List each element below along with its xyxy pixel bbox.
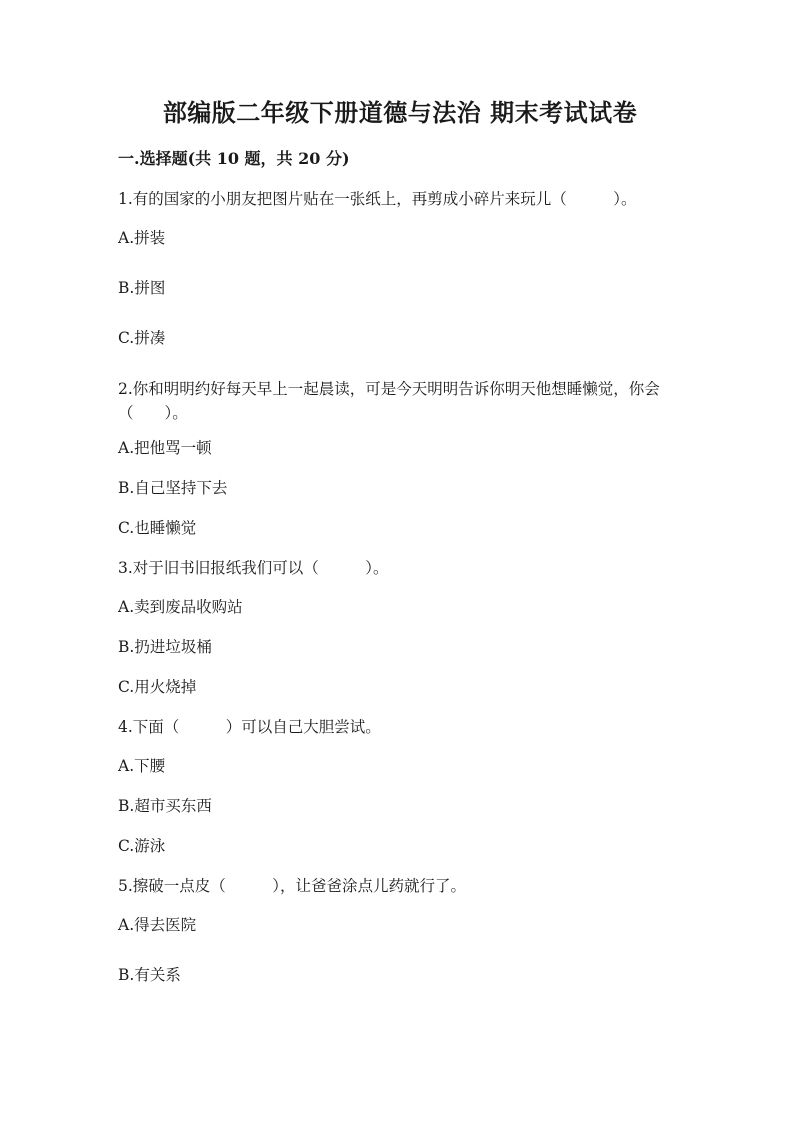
question-1-option-a: A.拼装 bbox=[118, 229, 166, 247]
question-2-option-b: B.自己坚持下去 bbox=[118, 479, 228, 497]
question-2-option-c: C.也睡懒觉 bbox=[118, 519, 197, 537]
exam-title: 部编版二年级下册道德与法治 期末考试试卷 bbox=[162, 98, 638, 127]
question-3-stem: 3.对于旧书旧报纸我们可以（ ）。 bbox=[118, 559, 389, 577]
question-5-option-a: A.得去医院 bbox=[118, 916, 197, 934]
question-4-stem: 4.下面（ ）可以自己大胆尝试。 bbox=[118, 718, 381, 736]
question-2-stem: 2.你和明明约好每天早上一起晨读，可是今天明明告诉你明天他想睡懒觉，你会（ ）。 bbox=[118, 380, 660, 422]
section-heading: 一.选择题(共 10 题，共 20 分) bbox=[118, 149, 350, 168]
question-3-option-a: A.卖到废品收购站 bbox=[118, 598, 243, 616]
question-3-option-c: C.用火烧掉 bbox=[118, 678, 197, 696]
question-3-option-b: B.扔进垃圾桶 bbox=[118, 638, 212, 656]
question-4-option-b: B.超市买东西 bbox=[118, 797, 212, 815]
question-1-option-c: C.拼凑 bbox=[118, 329, 166, 347]
question-4-option-a: A.下腰 bbox=[118, 757, 166, 775]
question-4-option-c: C.游泳 bbox=[118, 837, 166, 855]
question-5-stem: 5.擦破一点皮（ ），让爸爸涂点儿药就行了。 bbox=[118, 877, 467, 895]
question-1-option-b: B.拼图 bbox=[118, 279, 166, 297]
question-2-option-a: A.把他骂一顿 bbox=[118, 439, 212, 457]
question-1-stem: 1.有的国家的小朋友把图片贴在一张纸上，再剪成小碎片来玩儿（ ）。 bbox=[118, 190, 637, 208]
question-5-option-b: B.有关系 bbox=[118, 966, 181, 984]
